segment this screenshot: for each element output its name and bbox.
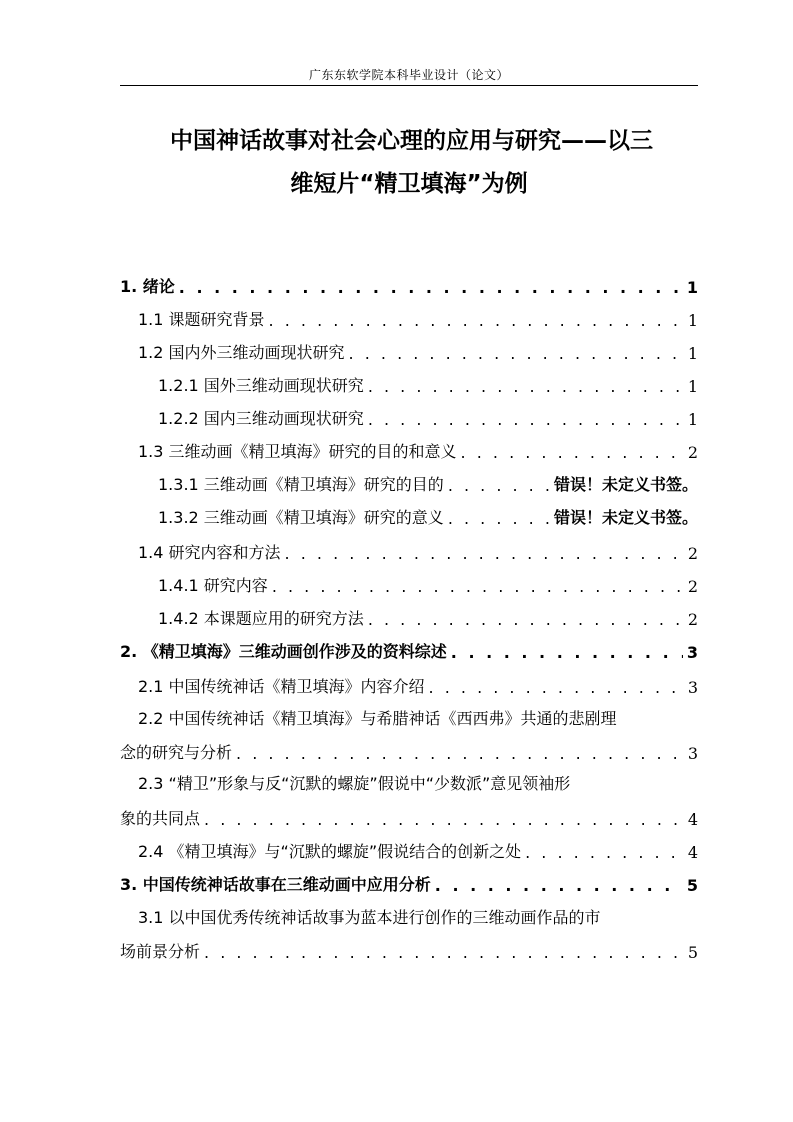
toc-leader — [349, 344, 684, 363]
toc-entry-1-2[interactable] — [138, 331, 698, 363]
toc-page: 2 — [687, 610, 698, 629]
toc-entry-1-4[interactable] — [138, 531, 698, 563]
toc-entry-2-3[interactable] — [120, 797, 698, 829]
toc-page: 1 — [687, 377, 698, 396]
toc-leader — [435, 876, 683, 895]
toc-page: 1 — [687, 344, 698, 363]
toc-page: 2 — [687, 443, 698, 462]
toc-leader — [448, 509, 550, 528]
toc-label: 1. 绪论 — [120, 277, 175, 296]
toc-entry-1-4-1[interactable] — [158, 564, 698, 596]
toc-leader — [451, 643, 683, 662]
toc-entry-2-1[interactable] — [138, 665, 698, 697]
toc-entry-2-4[interactable] — [138, 830, 698, 862]
toc-page: 5 — [687, 943, 698, 962]
toc-leader — [429, 678, 684, 697]
toc-leader — [368, 377, 684, 396]
running-header: 广东东软学院本科毕业设计（论文） — [308, 68, 509, 82]
toc-leader — [368, 410, 684, 429]
toc-label: 2.1 中国传统神话《精卫填海》内容介绍 — [138, 677, 425, 696]
header-rule — [120, 85, 698, 86]
toc-label: 1.2.1 国外三维动画现状研究 — [158, 376, 364, 395]
toc-entry-1-2-2[interactable] — [158, 397, 698, 429]
toc-page: 1 — [687, 311, 698, 330]
toc-label: 1.4 研究内容和方法 — [138, 543, 281, 562]
toc-leader — [461, 443, 684, 462]
document-title-line-2: 维短片“精卫填海”为例 — [290, 171, 528, 197]
toc-leader — [179, 278, 683, 297]
toc-leader — [448, 476, 550, 495]
toc-label: 1.2 国内外三维动画现状研究 — [138, 343, 345, 362]
toc-label: 1.4.2 本课题应用的研究方法 — [158, 609, 364, 628]
toc-page: 2 — [687, 544, 698, 563]
toc-page: 4 — [687, 843, 698, 862]
toc-label: 1.2.2 国内三维动画现状研究 — [158, 409, 364, 428]
toc-label: 2. 《精卫填海》三维动画创作涉及的资料综述 — [120, 642, 447, 661]
toc-entry-1-2-1[interactable] — [158, 364, 698, 396]
toc-label: 1.3.2 三维动画《精卫填海》研究的意义 — [158, 508, 444, 527]
toc-entry-1-3-1[interactable] — [158, 463, 698, 495]
toc-entry-3-1-line-1[interactable]: 3.1 以中国优秀传统神话故事为蓝本进行创作的三维动画作品的市 — [138, 908, 601, 927]
toc-page: 4 — [687, 810, 698, 829]
toc-entry-2[interactable] — [120, 630, 698, 662]
toc-leader — [236, 744, 684, 763]
toc-entry-2-2-line-1[interactable]: 2.2 中国传统神话《精卫填海》与希腊神话《西西弗》共通的悲剧理 — [138, 709, 617, 728]
toc-entry-1[interactable] — [120, 265, 698, 297]
toc-page: 3 — [687, 744, 698, 763]
toc-leader — [204, 810, 684, 829]
toc-label: 念的研究与分析 — [120, 743, 233, 762]
toc-leader — [272, 577, 684, 596]
toc-page: 3 — [687, 678, 698, 697]
toc-leader — [285, 544, 684, 563]
toc-leader — [204, 943, 684, 962]
toc-entry-1-3-2[interactable] — [158, 496, 698, 528]
toc-label: 3. 中国传统神话故事在三维动画中应用分析 — [120, 875, 431, 894]
toc-label: 象的共同点 — [120, 809, 201, 828]
toc-page: 1 — [686, 278, 698, 297]
toc-entry-1-3[interactable] — [138, 430, 698, 462]
toc-entry-1-1[interactable] — [138, 298, 698, 330]
toc-label: 场前景分析 — [120, 942, 201, 961]
toc-leader — [269, 311, 684, 330]
toc-page: 5 — [686, 876, 698, 895]
toc-label: 1.4.1 研究内容 — [158, 576, 268, 595]
toc-page-error: 错误！未定义书签。 — [553, 508, 698, 527]
toc-entry-2-3-line-1[interactable]: 2.3 “精卫”形象与反“沉默的螺旋”假说中“少数派”意见领袖形 — [138, 774, 571, 793]
toc-entry-1-4-2[interactable] — [158, 597, 698, 629]
toc-label: 2.4 《精卫填海》与“沉默的螺旋”假说结合的创新之处 — [138, 842, 522, 861]
toc-page: 3 — [686, 643, 698, 662]
toc-page-error: 错误！未定义书签。 — [553, 475, 698, 494]
toc-page: 1 — [687, 410, 698, 429]
toc-label: 1.3 三维动画《精卫填海》研究的目的和意义 — [138, 442, 457, 461]
toc-entry-2-2[interactable] — [120, 731, 698, 763]
toc-label: 1.3.1 三维动画《精卫填海》研究的目的 — [158, 475, 444, 494]
toc-leader — [525, 843, 684, 862]
toc-entry-3[interactable] — [120, 863, 698, 895]
document-title-line-1: 中国神话故事对社会心理的应用与研究——以三 — [170, 128, 653, 154]
toc-page: 2 — [687, 577, 698, 596]
toc-label: 1.1 课题研究背景 — [138, 310, 265, 329]
toc-entry-3-1[interactable] — [120, 930, 698, 962]
toc-leader — [368, 610, 684, 629]
